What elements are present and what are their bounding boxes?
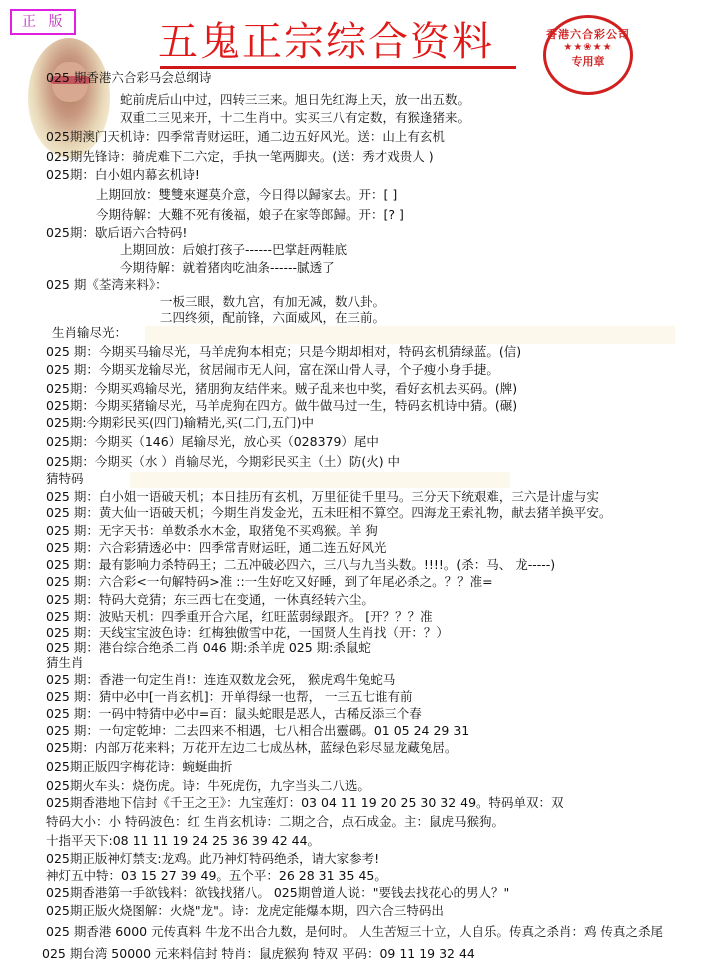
seal-arc-text: 香港六合彩公司 (546, 28, 630, 41)
text-line: 025期香港地下信封《千王之王》：九宝莲灯：03 04 11 19 20 25 30 32 49。特码单双：双 (46, 795, 564, 810)
text-line: 025期:今期彩民买(四门)输精光,买(二门,五门)中 (46, 415, 315, 430)
text-line: 025期：内部万花来料；万花开左边二七成丛林，蓝绿色彩尽显龙藏兔居。 (46, 740, 458, 755)
text-line: 025期：今期买鸡输尽光，猪朋狗友结伴来。贼子乱来也中奖，看好玄机去买码。(牌) (46, 381, 518, 396)
text-line: 上期回放：雙雙來遲莫介意，今日得以歸家去。开：[ ] (96, 187, 398, 202)
background-band (145, 326, 675, 344)
text-line: 025 期：今期买马输尽光，马羊虎狗本相克；只是今期却相对，特码玄机猜绿蓝。(信) (46, 344, 522, 359)
text-line: 今期待解：大難不死有後福，娘子在家等郎歸。开：[? ] (96, 207, 404, 222)
text-line: 025 期：港台综合绝杀二肖 046 期:杀羊虎 025 期:杀鼠蛇 (46, 640, 371, 655)
text-line: 双重二三见来开，十二生肖中。实买三八有定数，有猴逢猪来。 (120, 110, 471, 125)
official-seal-stamp (543, 15, 633, 95)
text-line: 神灯五中特：03 15 27 39 49。五个平：26 28 31 35 45。 (46, 868, 387, 883)
page-title: 五鬼正宗综合资料 (158, 19, 494, 65)
text-line: 025 期：香港一句定生肖!：连连双数龙会死， 猴虎鸡牛兔蛇马 (46, 672, 396, 687)
text-line: 025 期：天线宝宝波色诗：红梅独傲雪中花，一国贤人生肖找（开：？） (46, 625, 449, 640)
text-line: 025 期：猜中必中[一肖玄机]：开单得绿一也帮， 一三五七谁有前 (46, 689, 413, 704)
background-band (130, 472, 510, 488)
text-line: 025期火车头：烧伤虎。诗：牛死虎伤，九字当头二八选。 (46, 778, 370, 793)
text-line: 025 期：一句定乾坤：二去四来不相遇，七八相合出靈碼。01 05 24 29 31 (46, 723, 470, 738)
text-line: 025 期：波贴天机：四季重开合六尾，红旺蓝弱绿跟齐。 [开？？？准 (46, 609, 433, 624)
text-line: 猜特码 (46, 471, 84, 486)
text-line: 025期正版四字梅花诗：蜿蜒曲折 (46, 759, 233, 774)
text-line: 025 期：最有影响力杀特码王；二五冲破必四六，三八与九当头数。!!!!。(杀：马、 龙-----) (46, 557, 556, 572)
text-line: 025 期：今期买龙输尽光，贫居闹市无人问，富在深山骨人寻，个子瘦小身手捷。 (46, 362, 499, 377)
text-line: 025 期香港 6000 元传真料 牛龙不出合九数，是何时。 人生苦短三十立，人自乐。传真之杀肖：鸡 传真之杀尾 (46, 924, 664, 939)
text-line: 025期：白小姐内幕玄机诗! (46, 167, 200, 182)
text-line: 025期香港第一手欲钱料：欲钱找猪八。 025期曾道人说："要钱去找花心的男人？" (46, 885, 510, 900)
text-line: 025期：今期买（水 ）肖输尽光，今期彩民买主（土）防(火) 中 (46, 454, 401, 469)
text-line: 今期待解：就着猪肉吃油条------腻透了 (120, 260, 335, 275)
text-line: 特码大小：小 特码波色：红 生肖玄机诗：二期之合，点石成金。主：鼠虎马猴狗。 (46, 814, 504, 829)
text-line: 025期：今期买（146）尾输尽光，放心买（028379）尾中 (46, 434, 379, 449)
text-line: 025 期：黄大仙一语破天机；今期生肖发金光，五未旺相不算空。四海龙王索礼物，献去猪羊换平安。 (46, 505, 612, 520)
text-line: 一板三眼，数九宫，有加无减，数八卦。 (160, 294, 386, 309)
text-line: 025期：今期买猪输尽光，马羊虎狗在四方。做牛做马过一生，特码玄机诗中猜。(碾) (46, 398, 518, 413)
seal-label: 专用章 (571, 55, 605, 68)
text-line: 025 期台湾 50000 元来料信封 特肖：鼠虎猴狗 特双 平码：09 11 19 32 44 (42, 946, 475, 961)
text-line: 025期正版神灯禁支:龙鸡。此乃神灯特码绝杀，请大家参考! (46, 851, 380, 866)
seal-stars: ★★❀★★ (563, 42, 613, 53)
text-line: 二四终须，配前锋，六面威风，在三前。 (160, 310, 386, 325)
text-line: 蛇前虎后山中过，四转三三来。旭日先红海上天，放一出五数。 (120, 92, 471, 107)
text-line: 025 期：六合彩猜透必中：四季常青财运旺，通二连五好风光 (46, 540, 387, 555)
text-line: 025期：歇后语六合特码! (46, 225, 188, 240)
text-line: 生肖输尽光： (52, 325, 128, 340)
text-line: 025 期香港六合彩马会总纲诗 (46, 70, 212, 85)
genuine-edition-badge: 正 版 (10, 9, 76, 35)
text-line: 025 期：特码大竞猜；东三西七在变通，一休真经转六尘。 (46, 592, 374, 607)
text-line: 上期回放：后娘打孩子------巴掌赶两鞋底 (120, 242, 348, 257)
text-line: 025 期《荃湾来料》： (46, 277, 168, 292)
text-line: 025 期：白小姐一语破天机；本日挂历有玄机，万里征徒千里马。三分天下统艰难，三六是计虚与实 (46, 489, 599, 504)
text-line: 十指平天下:08 11 11 19 24 25 36 39 42 44。 (46, 833, 321, 848)
text-line: 025 期：无字天书：单数杀水木金，取猪兔不买鸡猴。羊 狗 (46, 523, 378, 538)
text-line: 025期正版火烧图解：火烧"龙"。诗：龙虎定能爆本期，四六合三特码出 (46, 903, 444, 918)
text-line: 025 期：一码中特猜中必中=百：鼠头蛇眼是恶人，古稀反添三个春 (46, 706, 422, 721)
text-line: 025期先锋诗：骑虎难下二六定，手执一笔两脚夹。(送：秀才戏贵人 ) (46, 149, 434, 164)
text-line: 025 期：六合彩<一句解特码>准 ::一生好吃又好睡，到了年尾必杀之。？？准= (46, 574, 493, 589)
title-underline (160, 66, 516, 69)
text-line: 025期澳门天机诗：四季常青财运旺，通二边五好风光。送：山上有玄机 (46, 129, 445, 144)
text-line: 猜生肖 (46, 655, 84, 670)
